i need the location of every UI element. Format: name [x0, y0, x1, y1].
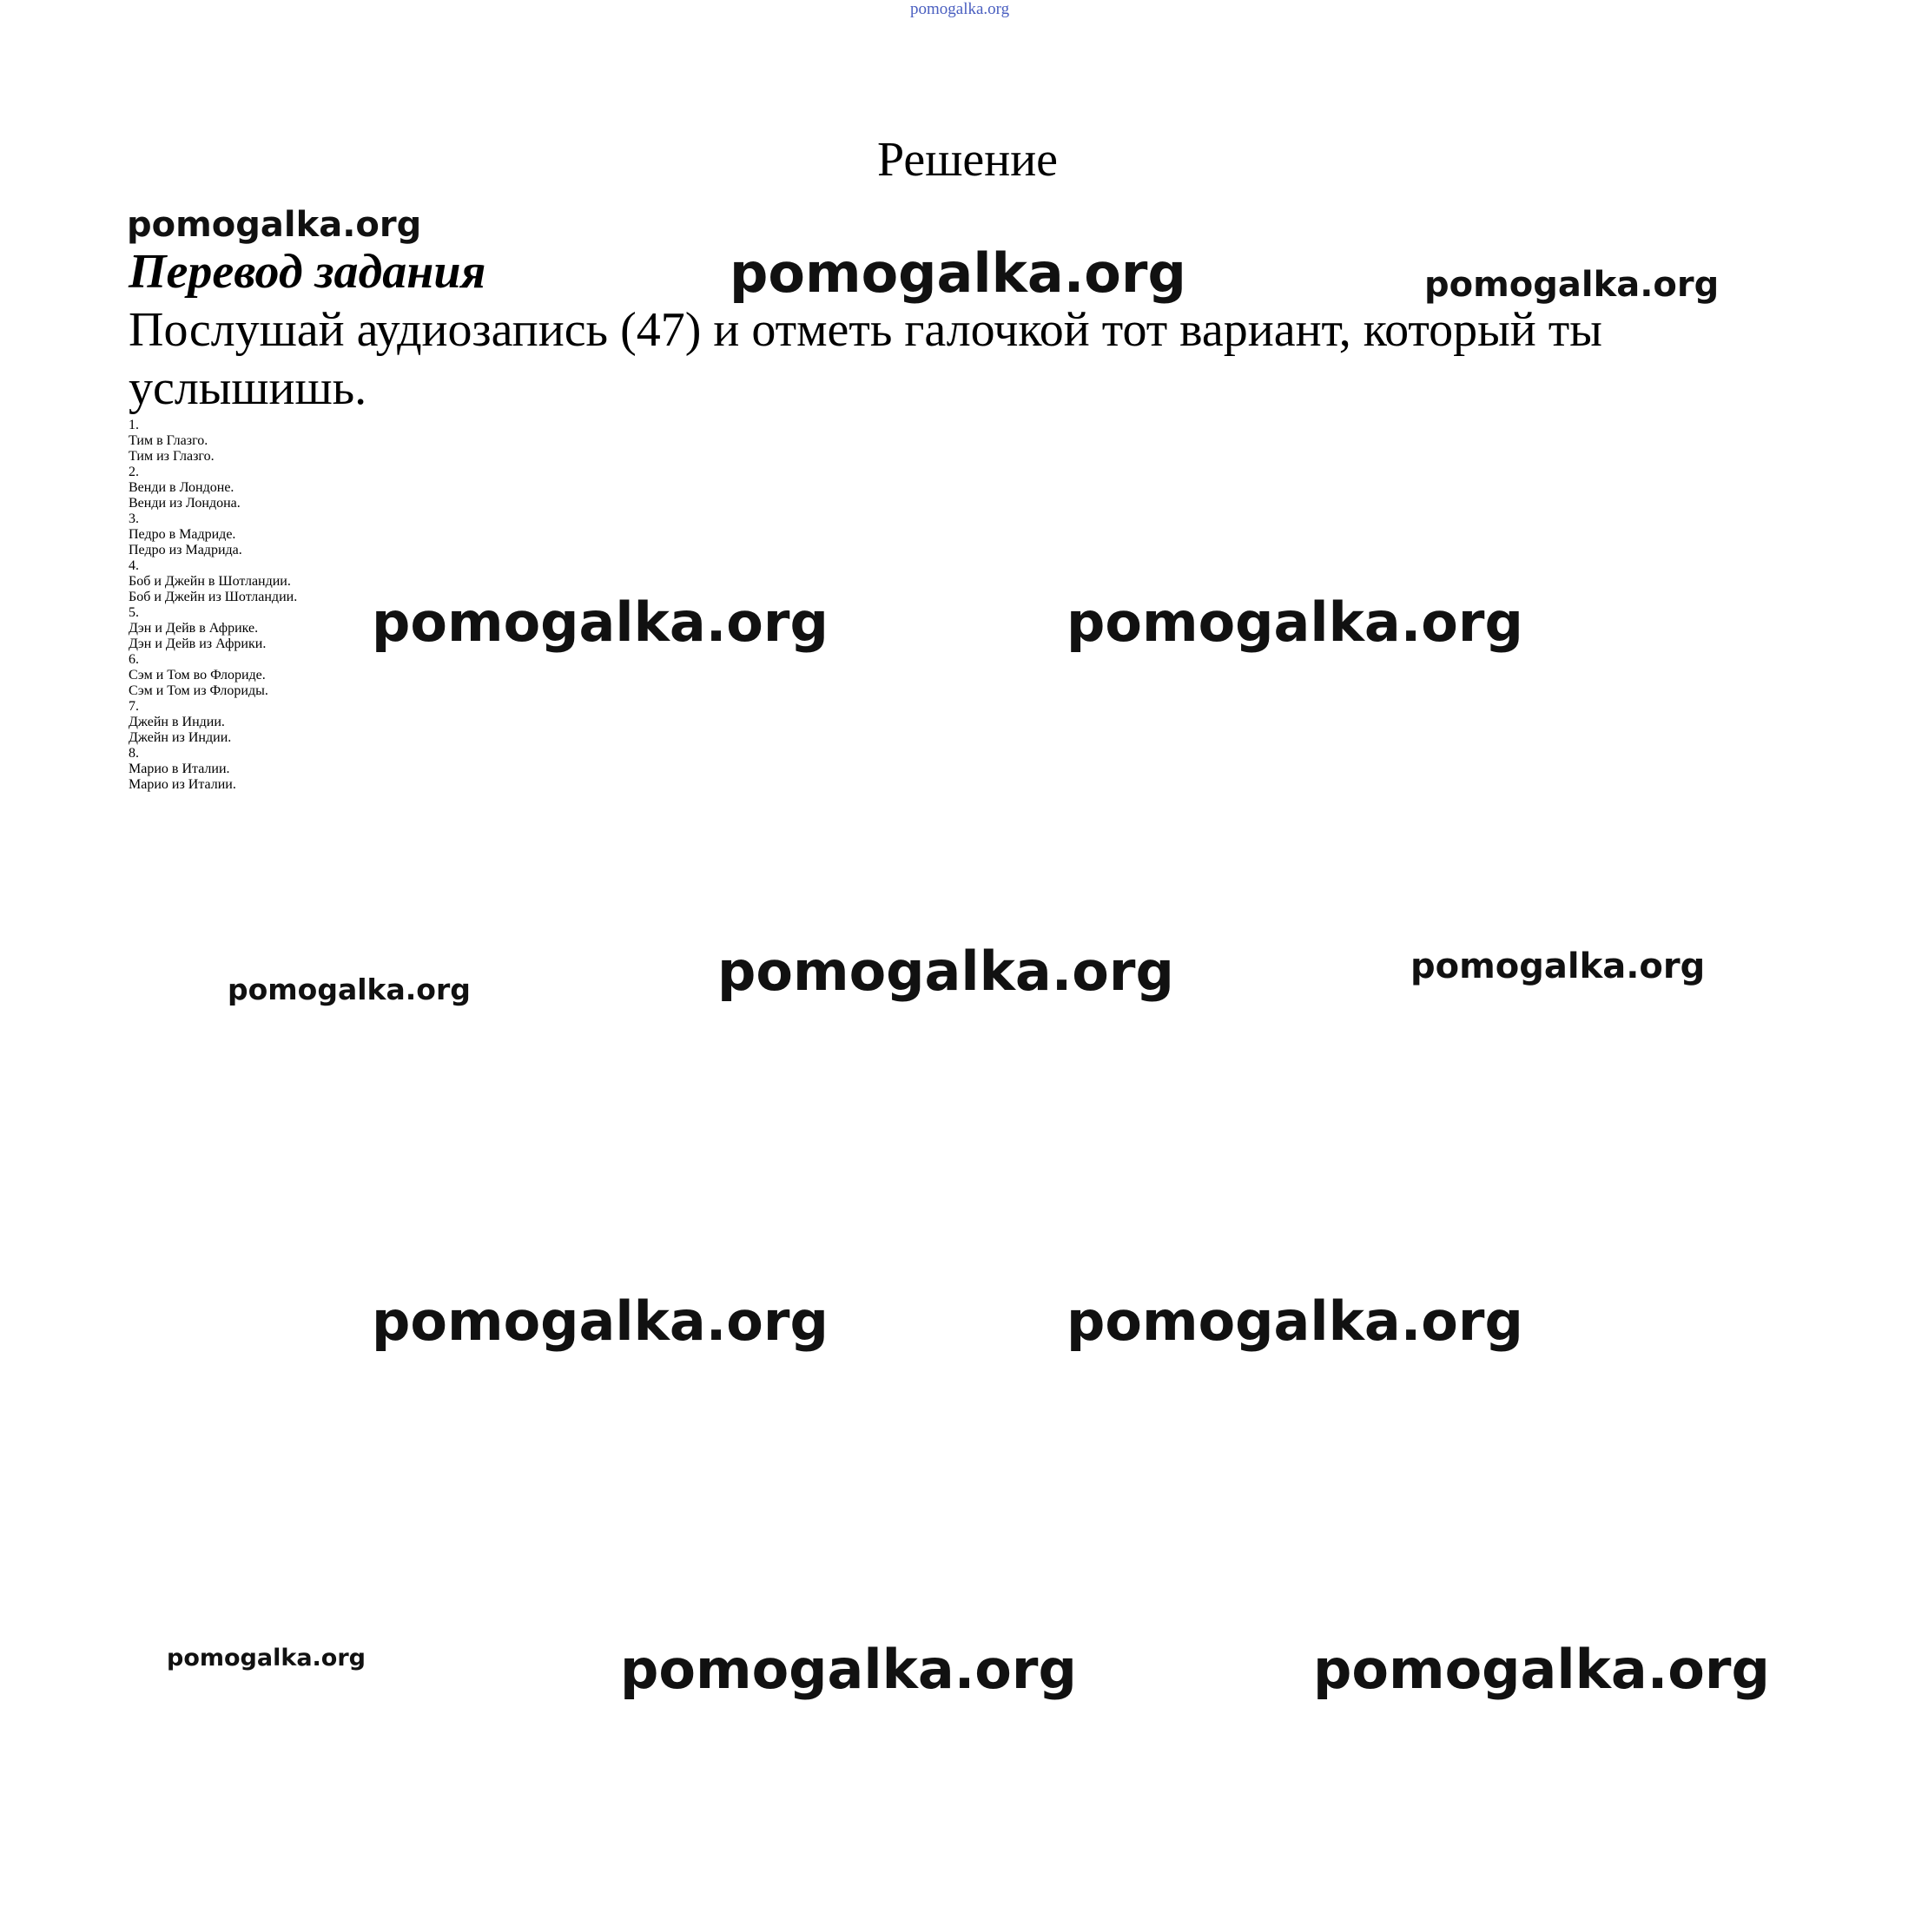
watermark: pomogalka.org — [1410, 946, 1706, 986]
item-number: 2. — [129, 465, 139, 479]
watermark: pomogalka.org — [1313, 1638, 1770, 1701]
watermark: pomogalka.org — [620, 1638, 1077, 1701]
list-item — [129, 699, 1796, 746]
item-option: Боб и Джейн в Шотландии. — [129, 574, 291, 589]
watermark: pomogalka.org — [372, 1289, 829, 1353]
document-body — [129, 301, 1796, 793]
item-option: Джейн из Индии. — [129, 730, 232, 745]
item-number: 7. — [129, 699, 139, 714]
item-option: Сэм и Том из Флориды. — [129, 683, 268, 698]
task-heading: Перевод задания — [129, 245, 486, 299]
item-option: Марио из Италии. — [129, 777, 236, 792]
list-item — [129, 746, 1796, 793]
item-option: Дэн и Дейв в Африке. — [129, 621, 259, 636]
watermark: pomogalka.org — [730, 241, 1186, 305]
item-number: 6. — [129, 652, 139, 667]
item-option: Педро из Мадрида. — [129, 543, 242, 557]
watermark: pomogalka.org — [228, 973, 471, 1006]
item-option: Дэн и Дейв из Африки. — [129, 636, 267, 651]
item-option: Педро в Мадриде. — [129, 527, 236, 542]
item-option: Джейн в Индии. — [129, 715, 225, 729]
instruction-text: Послушай аудиозапись (47) и отметь галочкой тот вариант, который ты услышишь. — [129, 303, 1602, 415]
header-watermark: pomogalka.org — [910, 0, 1010, 18]
item-number: 8. — [129, 746, 139, 761]
item-option: Боб и Джейн из Шотландии. — [129, 590, 298, 604]
item-number: 4. — [129, 558, 139, 573]
watermark: pomogalka.org — [1066, 590, 1523, 654]
list-item — [129, 418, 1796, 465]
watermark: pomogalka.org — [1424, 265, 1720, 305]
watermark: pomogalka.org — [127, 205, 422, 245]
item-number: 3. — [129, 511, 139, 526]
item-option: Венди из Лондона. — [129, 496, 241, 511]
list-item — [129, 511, 1796, 558]
watermark: pomogalka.org — [1066, 1289, 1523, 1353]
item-option: Тим в Глазго. — [129, 433, 208, 448]
watermark: pomogalka.org — [167, 1645, 366, 1672]
item-number: 5. — [129, 605, 139, 620]
list-item — [129, 465, 1796, 511]
item-option: Тим из Глазго. — [129, 449, 215, 464]
page-title: Решение — [877, 133, 1059, 187]
item-option: Венди в Лондоне. — [129, 480, 234, 495]
list-item — [129, 652, 1796, 699]
watermark: pomogalka.org — [717, 940, 1174, 1003]
watermark: pomogalka.org — [372, 590, 829, 654]
item-number: 1. — [129, 418, 139, 432]
item-option: Марио в Италии. — [129, 762, 230, 776]
item-option: Сэм и Том во Флориде. — [129, 668, 266, 682]
